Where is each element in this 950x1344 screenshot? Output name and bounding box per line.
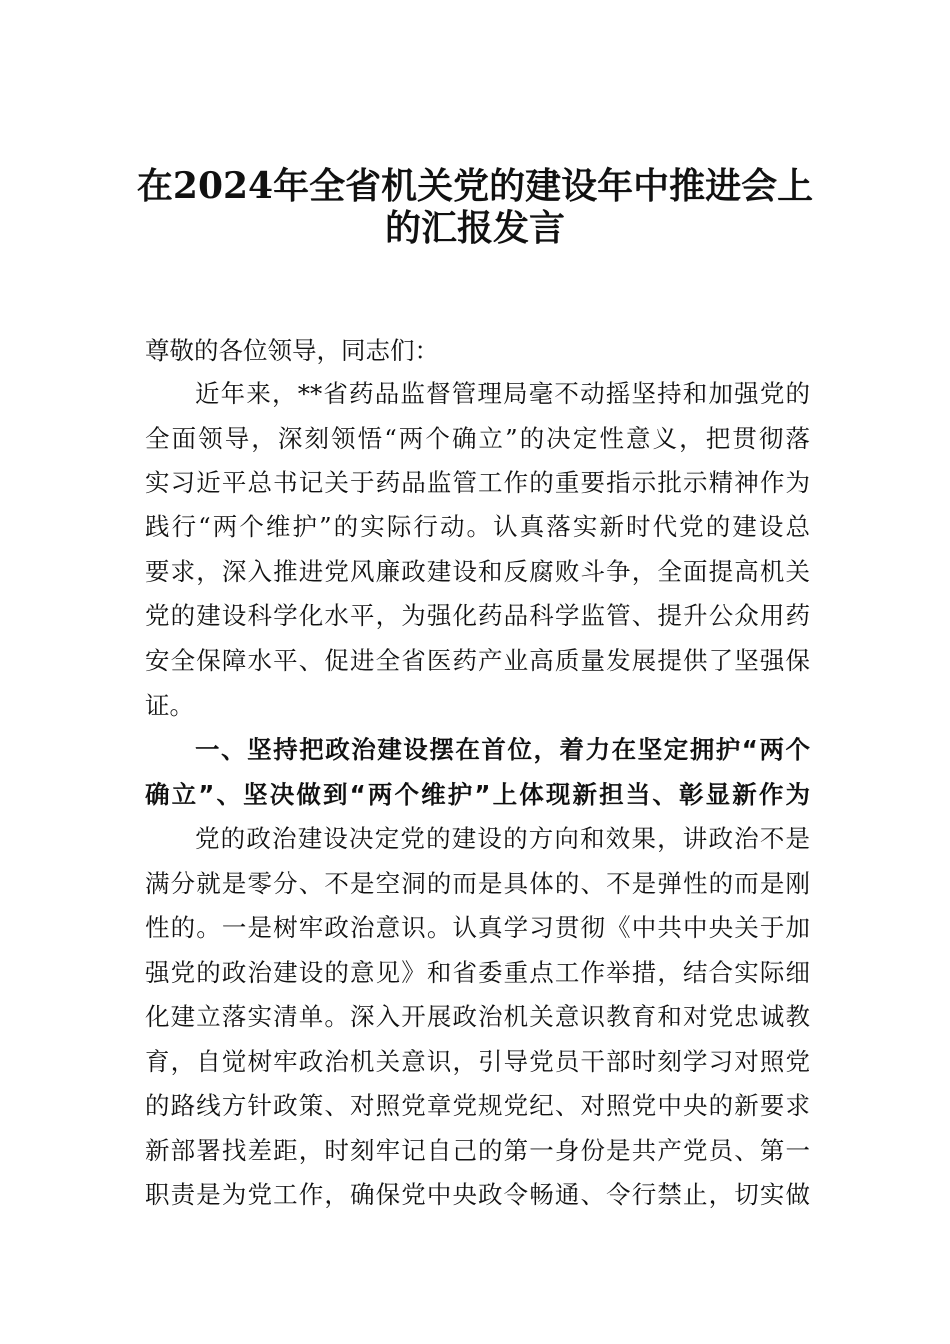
intro-line: 全面领导，深刻领悟“两个确立”的决定性意义，把贯彻落 [145, 424, 810, 453]
intro-line: 证。 [145, 691, 194, 720]
section-body-line: 新部署找差距，时刻牢记自己的第一身份是共产党员、第一 [145, 1136, 810, 1165]
section-body-line: 强党的政治建设的意见》和省委重点工作举措，结合实际细 [145, 958, 810, 987]
section-heading-line: 一、坚持把政治建设摆在首位，着力在坚定拥护“两个 [195, 735, 810, 764]
document-title-line-2: 的汇报发言 [384, 207, 565, 249]
section-body-line: 的路线方针政策、对照党章党规党纪、对照党中央的新要求 [145, 1091, 810, 1120]
section-heading-line: 确立”、坚决做到“两个维护”上体现新担当、彰显新作为 [145, 780, 810, 809]
intro-line: 安全保障水平、促进全省医药产业高质量发展提供了坚强保 [145, 646, 810, 675]
intro-line: 践行“两个维护”的实际行动。认真落实新时代党的建设总 [145, 512, 810, 541]
intro-line: 实习近平总书记关于药品监管工作的重要指示批示精神作为 [145, 468, 810, 497]
section-body-line: 性的。一是树牢政治意识。认真学习贯彻《中共中央关于加 [145, 913, 810, 942]
intro-line: 党的建设科学化水平，为强化药品科学监管、提升公众用药 [145, 601, 810, 630]
document-title-line-1: 在2024年全省机关党的建设年中推进会上 [136, 165, 814, 207]
intro-line: 要求，深入推进党风廉政建设和反腐败斗争，全面提高机关 [145, 557, 810, 586]
intro-line: 近年来，**省药品监督管理局毫不动摇坚持和加强党的 [195, 379, 810, 408]
section-body-line: 满分就是零分、不是空洞的而是具体的、不是弹性的而是刚 [145, 869, 810, 898]
section-body-line: 育，自觉树牢政治机关意识，引导党员干部时刻学习对照党 [145, 1047, 810, 1076]
salutation: 尊敬的各位领导，同志们： [145, 336, 439, 365]
section-body-line: 职责是为党工作，确保党中央政令畅通、令行禁止，切实做 [145, 1180, 810, 1209]
section-body-line: 化建立落实清单。深入开展政治机关意识教育和对党忠诚教 [145, 1002, 810, 1031]
section-body-line: 党的政治建设决定党的建设的方向和效果，讲政治不是 [195, 824, 810, 853]
